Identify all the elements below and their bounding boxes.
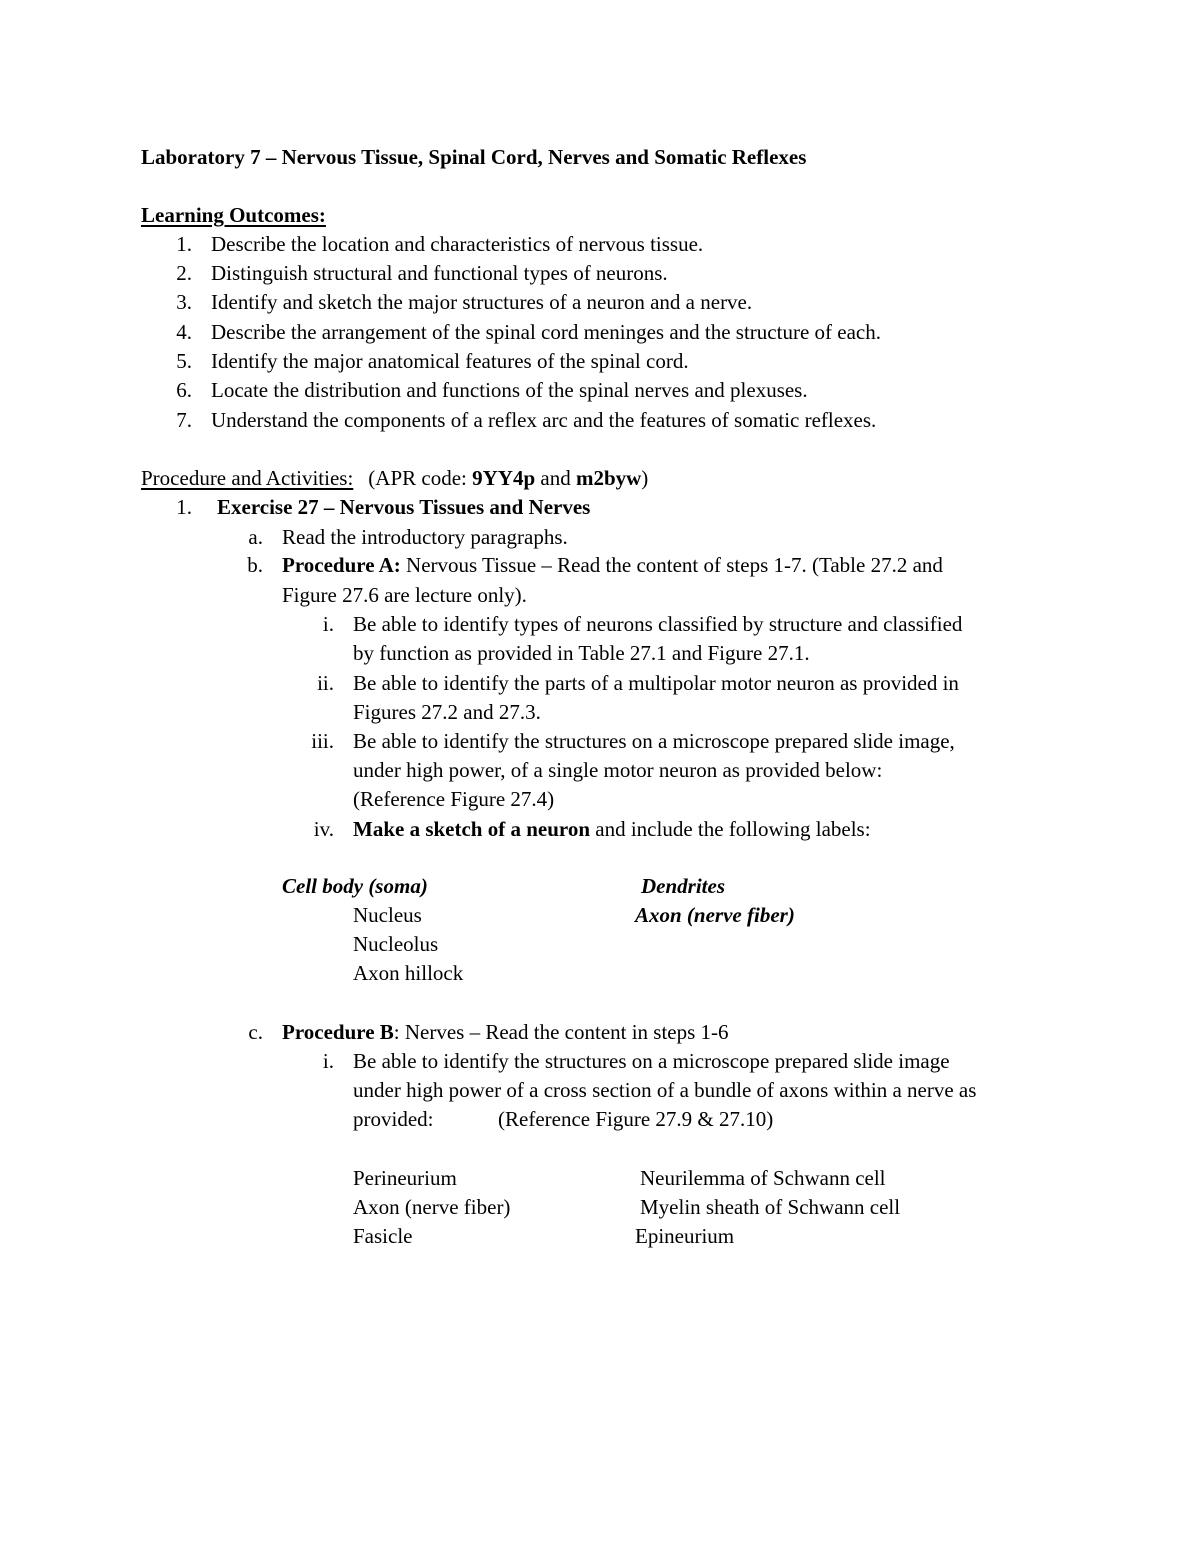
outcome-number: 4. bbox=[176, 320, 192, 344]
learning-outcomes-heading: Learning Outcomes: bbox=[141, 203, 326, 227]
procedure-a-text: Nervous Tissue – Read the content of steps 1-7. (Table 27.2 and bbox=[400, 553, 943, 577]
substep-text: Be able to identify the structures on a microscope prepared slide image, bbox=[353, 729, 955, 753]
substep-text: under high power, of a single motor neuron as provided below: bbox=[353, 758, 883, 782]
label-cell-body: Cell body (soma) bbox=[282, 874, 428, 898]
label-myelin-sheath: Myelin sheath of Schwann cell bbox=[640, 1195, 901, 1219]
outcome-number: 2. bbox=[176, 261, 192, 285]
substep-numeral: iv. bbox=[313, 817, 334, 841]
procedure-heading: Procedure and Activities: bbox=[141, 466, 354, 490]
apr-suffix: ) bbox=[641, 466, 649, 490]
procedure-b-label: Procedure B bbox=[282, 1020, 394, 1044]
exercise-title: Exercise 27 – Nervous Tissues and Nerves bbox=[217, 495, 591, 519]
substep-text: Figures 27.2 and 27.3. bbox=[353, 700, 541, 724]
label-nucleolus: Nucleolus bbox=[353, 932, 439, 956]
apr-and: and bbox=[535, 466, 576, 490]
outcome-text: Understand the components of a reflex arc and the features of somatic reflexes. bbox=[211, 408, 877, 432]
label-perineurium: Perineurium bbox=[353, 1166, 457, 1190]
substep-text: Be able to identify the structures on a microscope prepared slide image bbox=[353, 1049, 950, 1073]
label-nucleus: Nucleus bbox=[353, 903, 422, 927]
substep-text: Be able to identify types of neurons classified by structure and classified bbox=[353, 612, 963, 636]
procedure-heading-line bbox=[141, 468, 648, 489]
page-title: Laboratory 7 – Nervous Tissue, Spinal Cord, Nerves and Somatic Reflexes bbox=[141, 145, 807, 169]
substep-text: Be able to identify the parts of a multipolar motor neuron as provided in bbox=[353, 671, 959, 695]
step-b-line-2: Figure 27.6 are lecture only). bbox=[282, 583, 527, 607]
step-b-letter: b. bbox=[247, 553, 263, 577]
apr-prefix: (APR code: bbox=[368, 466, 473, 490]
apr-code-2: m2byw bbox=[575, 466, 642, 490]
outcome-text: Describe the arrangement of the spinal cord meninges and the structure of each. bbox=[211, 320, 881, 344]
substep-numeral: iii. bbox=[311, 729, 334, 753]
outcome-number: 7. bbox=[176, 408, 192, 432]
label-fasicle: Fasicle bbox=[353, 1224, 413, 1248]
label-dendrites: Dendrites bbox=[641, 874, 725, 898]
outcome-text: Identify and sketch the major structures of a neuron and a nerve. bbox=[211, 290, 753, 314]
label-axon: Axon (nerve fiber) bbox=[635, 903, 795, 927]
label-epineurium: Epineurium bbox=[635, 1224, 735, 1248]
outcome-number: 1. bbox=[176, 232, 192, 256]
step-c-line bbox=[282, 1022, 729, 1043]
step-c-letter: c. bbox=[248, 1020, 263, 1044]
substep-text-provided: provided: bbox=[353, 1107, 434, 1131]
step-a-text: Read the introductory paragraphs. bbox=[282, 525, 568, 549]
sketch-instruction-rest: and include the following labels: bbox=[590, 817, 871, 841]
procedure-b-text: : Nerves – Read the content in steps 1-6 bbox=[393, 1020, 729, 1044]
label-axon-hillock: Axon hillock bbox=[353, 961, 464, 985]
substep-text: (Reference Figure 27.4) bbox=[353, 787, 555, 811]
outcome-number: 3. bbox=[176, 290, 192, 314]
outcome-number: 5. bbox=[176, 349, 192, 373]
step-a-letter: a. bbox=[248, 525, 263, 549]
outcome-text: Locate the distribution and functions of the spinal nerves and plexuses. bbox=[211, 378, 808, 402]
substep-text bbox=[353, 819, 871, 840]
label-axon-nerve-fiber: Axon (nerve fiber) bbox=[353, 1195, 511, 1219]
apr-code-1: 9YY4p bbox=[472, 466, 536, 490]
substep-numeral: i. bbox=[322, 1049, 334, 1073]
exercise-number: 1. bbox=[176, 495, 192, 519]
outcome-text: Identify the major anatomical features of the spinal cord. bbox=[211, 349, 689, 373]
label-neurilemma: Neurilemma of Schwann cell bbox=[640, 1166, 886, 1190]
substep-text: by function as provided in Table 27.1 and Figure 27.1. bbox=[353, 641, 810, 665]
outcome-number: 6. bbox=[176, 378, 192, 402]
substep-numeral: ii. bbox=[317, 671, 334, 695]
outcome-text: Distinguish structural and functional types of neurons. bbox=[211, 261, 668, 285]
substep-numeral: i. bbox=[322, 612, 334, 636]
procedure-a-label: Procedure A: bbox=[282, 553, 401, 577]
substep-text: under high power of a cross section of a bundle of axons within a nerve as bbox=[353, 1078, 977, 1102]
step-b-line-1 bbox=[282, 555, 943, 576]
substep-text-reference: (Reference Figure 27.9 & 27.10) bbox=[498, 1107, 774, 1131]
sketch-instruction: Make a sketch of a neuron bbox=[353, 817, 591, 841]
outcome-text: Describe the location and characteristics of nervous tissue. bbox=[211, 232, 704, 256]
